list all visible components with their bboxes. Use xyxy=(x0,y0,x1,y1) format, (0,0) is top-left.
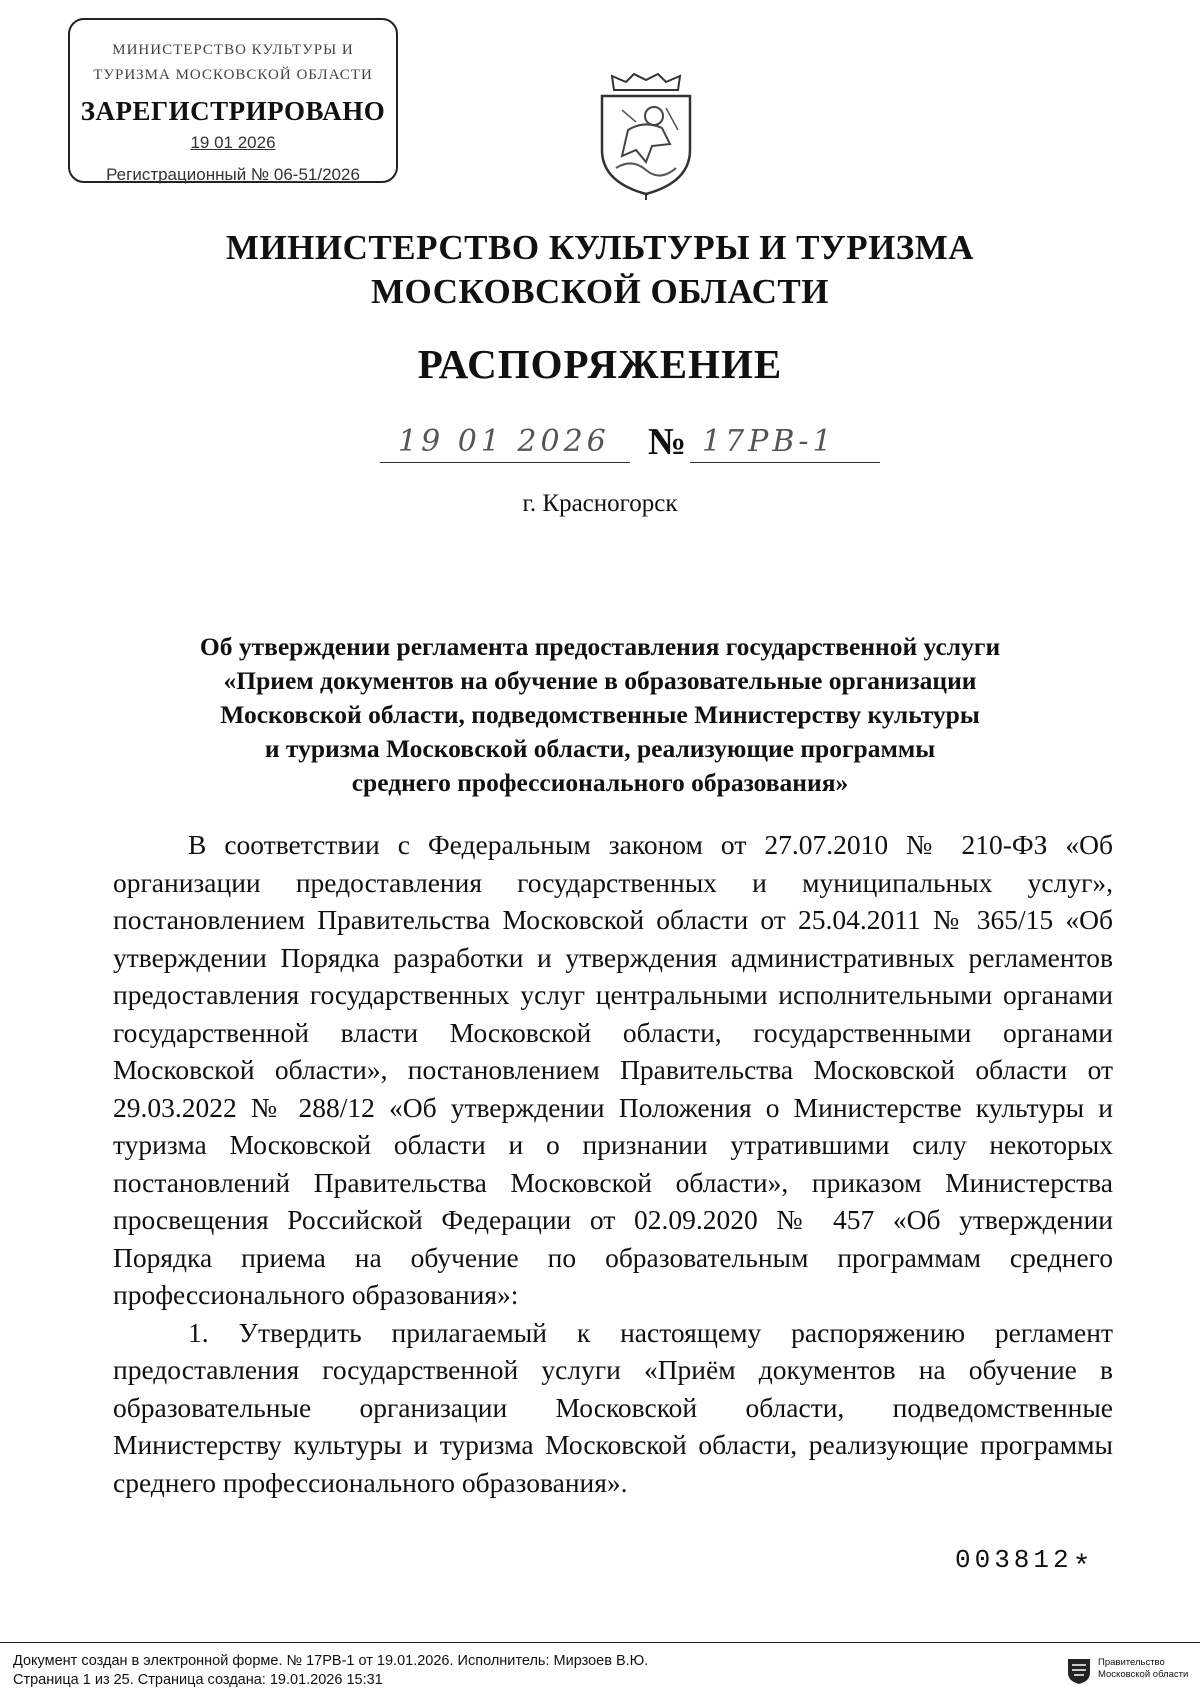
subject-line-1: Об утверждении регламента предоставления государственной услуги xyxy=(199,632,1001,661)
document-body xyxy=(113,826,1113,1501)
footer xyxy=(0,1642,1200,1698)
subject-line-2: «Прием документов на обучение в образовательные организации xyxy=(223,666,977,695)
date-number-line xyxy=(380,420,880,472)
ministry-title-line-1: МИНИСТЕРСТВО КУЛЬТУРЫ И ТУРИЗМА xyxy=(225,228,975,267)
government-logo-line-2: Московской области xyxy=(1098,1669,1189,1680)
document-subject xyxy=(130,630,1070,800)
stamp-reg-value: 06-51/2026 xyxy=(273,165,360,184)
ministry-title-line-2: МОСКОВСКОЙ ОБЛАСТИ xyxy=(371,272,829,311)
stamp-status: ЗАРЕГИСТРИРОВАНО xyxy=(80,96,386,126)
handwritten-date: 19 01 2026 xyxy=(398,424,610,459)
stamp-reg-label: Регистрационный № xyxy=(106,165,270,184)
serial-value: 003812 xyxy=(955,1545,1073,1575)
government-logo-line-1: Правительство xyxy=(1098,1657,1165,1668)
handwritten-number: 17РВ-1 xyxy=(702,424,836,459)
subject-line-5: среднего профессионального образования» xyxy=(351,768,849,797)
serial-mark: * xyxy=(1072,1551,1091,1585)
document-type: РАСПОРЯЖЕНИЕ xyxy=(417,341,783,387)
footer-line-1: Документ создан в электронной форме. № 17РВ-1 от 19.01.2026. Исполнитель: Мирзоев В.Ю. xyxy=(13,1653,649,1669)
stamp-org-line-2: ТУРИЗМА МОСКОВСКОЙ ОБЛАСТИ xyxy=(93,67,373,83)
subject-line-4: и туризма Московской области, реализующие программы xyxy=(264,734,936,763)
stamp-reg-number xyxy=(70,165,396,185)
stamp-org-line-1: МИНИСТЕРСТВО КУЛЬТУРЫ И xyxy=(112,42,354,58)
government-emblem-icon xyxy=(1066,1655,1092,1685)
body-paragraph-1: В соответствии с Федеральным законом от 27.07.2010 № 210-ФЗ «Об организации предоставления государственных и муниципальных услуг», постановлением Правительства Московской области от 25.04.2011 № 365/15 «Об утверждении Порядка разработки и утверждения административных регламентов предоставления государственных услуг центральными исполнительными органами государственной власти Московской области, государственными органами Московской области», постановлением Правительства Московской области от 29.03.2022 № 288/12 «Об утверждении Положения о Министерстве культуры и туризма Московской области и о признании утратившими силу некоторых постановлений Правительства Московской области», приказом Министерства просвещения Российской Федерации от 02.09.2020 № 457 «Об утверждении Порядка приема на обучение по образовательным программам среднего профессионального образования»: xyxy=(113,829,1113,1310)
ministry-title xyxy=(0,226,1200,314)
stamp-date: 19 01 2026 xyxy=(190,133,276,152)
footer-line-2: Страница 1 из 25. Страница создана: 19.01.2026 15:31 xyxy=(13,1672,383,1688)
coat-of-arms-icon xyxy=(592,70,700,202)
subject-line-3: Московской области, подведомственные Министерству культуры xyxy=(220,700,980,729)
body-paragraph-2: 1. Утвердить прилагаемый к настоящему распоряжению регламент предоставления государственной услуги «Приём документов на обучение в образовательные организации Московской области, подведомственные Министерству культуры и туризма Московской области, реализующие программы среднего профессионального образования». xyxy=(113,1316,1113,1498)
government-logo-text xyxy=(1098,1657,1188,1681)
city: г. Красногорск xyxy=(522,490,678,517)
serial-number xyxy=(955,1543,1091,1585)
date-underline xyxy=(380,462,630,463)
number-underline xyxy=(690,462,880,463)
number-sign: № xyxy=(648,421,687,463)
registration-stamp xyxy=(68,18,398,183)
